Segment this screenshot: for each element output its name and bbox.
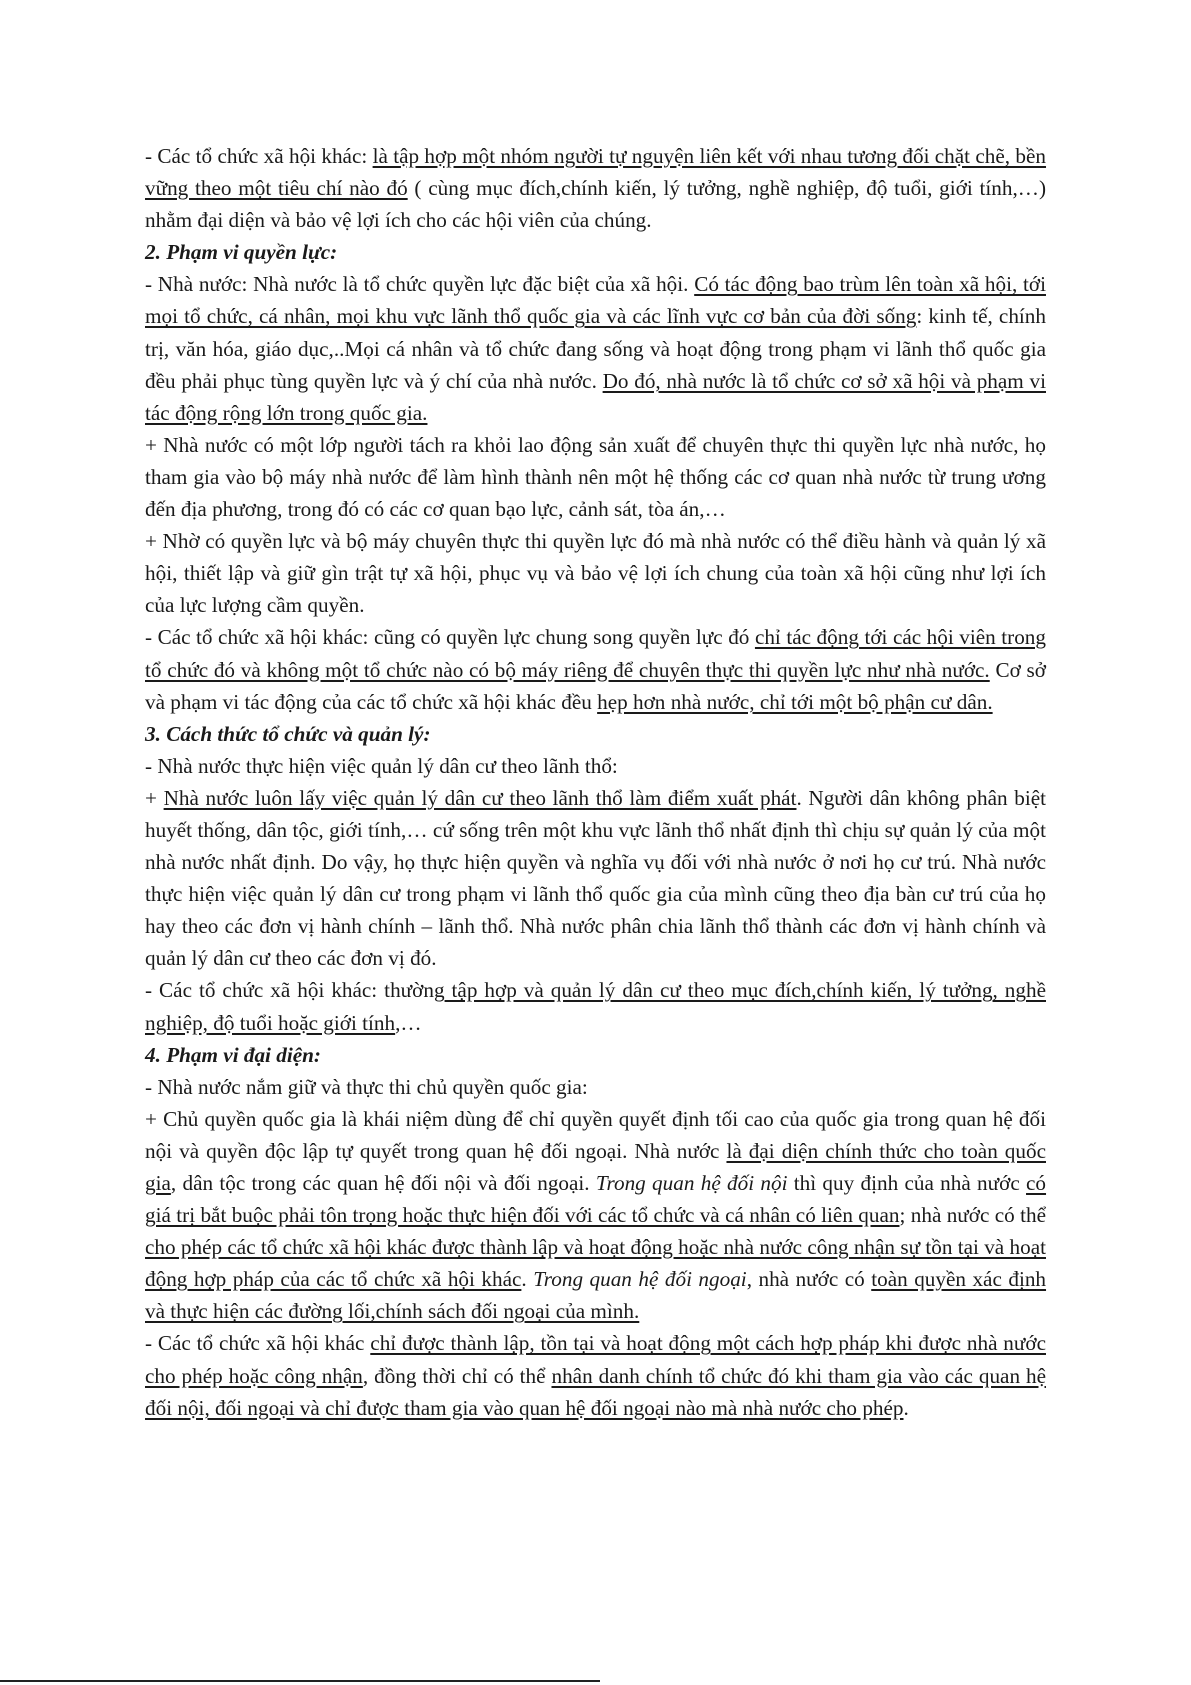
paragraph-other-orgs-definition: - Các tổ chức xã hội khác: là tập hợp một nhóm người tự nguyện liên kết với nhau tương đối chặt chẽ, bền vững theo một tiêu chí nào đó ( cùng mục đích,chính kiến, lý tưởng, nghề nghiệp, độ tuổi, giới tính,…) nhằm đại diện và bảo vệ lợi ích cho các hội viên của chúng.	[145, 144, 1047, 233]
document-body	[145, 140, 1046, 1424]
paragraph-territorial-management: - Nhà nước thực hiện việc quản lý dân cư theo lãnh thổ:	[145, 753, 618, 778]
paragraph-other-orgs-representation: - Các tổ chức xã hội khác chỉ được thành lập, tồn tại và hoạt động một cách hợp pháp khi được nhà nước cho phép hoặc công nhận, đồng thời chỉ có thể nhân danh chính tổ chức đó khi tham gia vào các quan hệ đối nội, đối ngoại và chỉ được tham gia vào quan hệ đối ngoại nào mà nhà nước cho phép.	[145, 1331, 1046, 1420]
paragraph-state-apparatus: + Nhà nước có một lớp người tách ra khỏi lao động sản xuất để chuyên thực thi quyền lực nhà nước, họ tham gia vào bộ máy nhà nước để làm hình thành nên một hệ thống các cơ quan nhà nước từ trung ương đến địa phương, trong đó có các cơ quan bạo lực, cảnh sát, tòa án,…	[145, 432, 1046, 522]
footer-divider	[0, 1680, 600, 1682]
paragraph-sovereignty-detail: + Chủ quyền quốc gia là khái niệm dùng để chỉ quyền quyết định tối cao của quốc gia trong quan hệ đối nội và quyền độc lập tự quyết trong quan hệ đối ngoại. Nhà nước là đại diện chính thức cho toàn quốc gia, dân tộc trong các quan hệ đối nội và đối ngoại. Trong quan hệ đối nội thì quy định của nhà nước có giá trị bắt buộc phải tôn trọng hoặc thực hiện đối với các tổ chức và cá nhân có liên quan; nhà nước có thể cho phép các tổ chức xã hội khác được thành lập và hoạt động hoặc nhà nước công nhận sự tồn tại và hoạt động hợp pháp của các tổ chức xã hội khác. Trong quan hệ đối ngoại, nhà nước có toàn quyền xác định và thực hiện các đường lối,chính sách đối ngoại của mình.	[145, 1106, 1047, 1324]
heading-organization-management: 3. Cách thức tổ chức và quản lý:	[145, 721, 431, 746]
paragraph-other-orgs-power: - Các tổ chức xã hội khác: cũng có quyền lực chung song quyền lực đó chỉ tác động tới các hội viên trong tổ chức đó và không một tổ chức nào có bộ máy riêng để chuyên thực thi quyền lực như nhà nước. Cơ sở và phạm vi tác động của các tổ chức xã hội khác đều hẹp hơn nhà nước, chỉ tới một bộ phận cư dân.	[145, 625, 1046, 714]
paragraph-other-orgs-management: - Các tổ chức xã hội khác: thường tập hợp và quản lý dân cư theo mục đích,chính kiến, lý tưởng, nghề nghiệp, độ tuổi hoặc giới tính,…	[145, 978, 1046, 1035]
paragraph-territorial-detail: + Nhà nước luôn lấy việc quản lý dân cư theo lãnh thổ làm điểm xuất phát. Người dân không phân biệt huyết thống, dân tộc, giới tính,… cứ sống trên một khu vực lãnh thổ nhất định thì chịu sự quản lý của một nhà nước nhất định. Do vậy, họ thực hiện quyền và nghĩa vụ đối với nhà nước ở nơi họ cư trú. Nhà nước thực hiện việc quản lý dân cư trong phạm vi lãnh thổ quốc gia của mình cũng theo địa bàn cư trú của họ hay theo các đơn vị hành chính – lãnh thổ. Nhà nước phân chia lãnh thổ thành các đơn vị hành chính và quản lý dân cư theo các đơn vị đó.	[145, 785, 1047, 971]
heading-scope-of-power: 2. Phạm vi quyền lực:	[145, 240, 338, 265]
heading-scope-of-representation: 4. Phạm vi đại diện:	[145, 1042, 321, 1067]
paragraph-state-governance: + Nhờ có quyền lực và bộ máy chuyên thực thi quyền lực đó mà nhà nước có thể điều hành và quản lý xã hội, thiết lập và giữ gìn trật tự xã hội, phục vụ và bảo vệ lợi ích chung của toàn xã hội cũng như lợi ích của lực lượng cầm quyền.	[145, 529, 1046, 618]
paragraph-state-power: - Nhà nước: Nhà nước là tổ chức quyền lực đặc biệt của xã hội. Có tác động bao trùm lên toàn xã hội, tới mọi tổ chức, cá nhân, mọi khu vực lãnh thổ quốc gia và các lĩnh vực cơ bản của đời sống: kinh tế, chính trị, văn hóa, giáo dục,..Mọi cá nhân và tổ chức đang sống và hoạt động trong phạm vi lãnh thổ quốc gia đều phải phục tùng quyền lực và ý chí của nhà nước. Do đó, nhà nước là tổ chức cơ sở xã hội và phạm vi tác động rộng lớn trong quốc gia.	[145, 272, 1046, 425]
paragraph-sovereignty: - Nhà nước nắm giữ và thực thi chủ quyền quốc gia:	[145, 1074, 588, 1099]
